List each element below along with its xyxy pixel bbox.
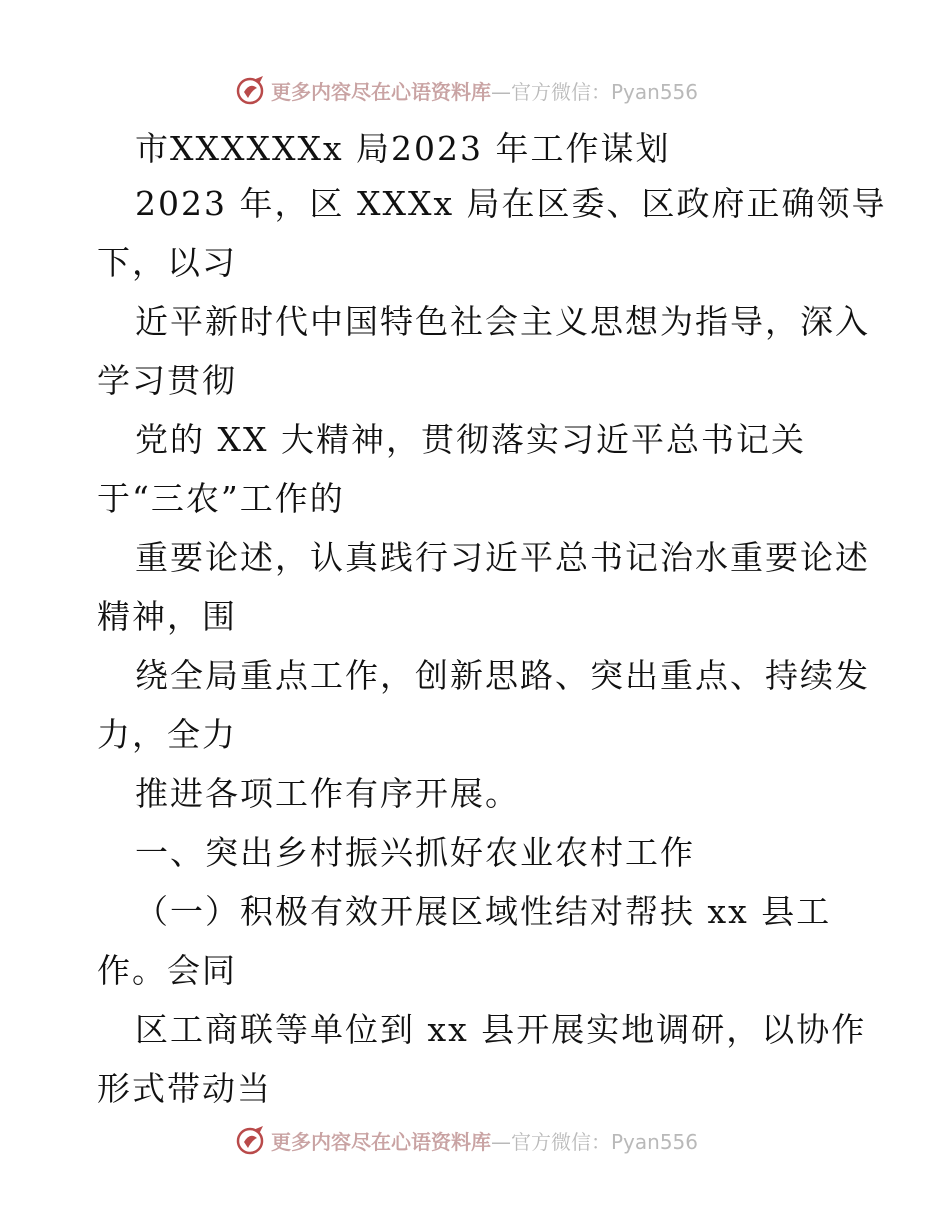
brand-logo-icon	[235, 74, 267, 106]
document-title: 市XXXXXXx 局2023 年工作谋划	[135, 129, 671, 168]
watermark-main-text: 更多内容尽在心语资料库	[271, 1129, 491, 1154]
text-line: 近平新时代中国特色社会主义思想为指导，深入	[135, 302, 870, 341]
text-line: 学习贯彻	[97, 361, 237, 400]
watermark-suffix-text: —官方微信：Pyan556	[491, 1129, 699, 1154]
text-line: 下，以习	[97, 243, 237, 282]
text-line: 党的 XX 大精神，贯彻落实习近平总书记关	[135, 420, 806, 459]
brand-logo-icon	[235, 1124, 267, 1156]
header-watermark	[235, 72, 698, 108]
text-line: 形式带动当	[97, 1069, 272, 1108]
text-line: 精神，围	[97, 597, 237, 636]
document-body	[97, 124, 887, 1118]
footer-watermark	[235, 1122, 698, 1158]
text-line: 区工商联等单位到 xx 县开展实地调研，以协作	[135, 1010, 867, 1049]
section-heading: 一、突出乡村振兴抓好农业农村工作	[135, 833, 695, 872]
watermark-suffix-text: —官方微信：Pyan556	[491, 79, 699, 104]
text-line: 于“三农”工作的	[97, 479, 345, 518]
text-line: 推进各项工作有序开展。	[135, 774, 520, 813]
text-line: 绕全局重点工作，创新思路、突出重点、持续发	[135, 656, 870, 695]
subsection-heading: （一）积极有效开展区域性结对帮扶 xx 县工	[135, 892, 832, 931]
watermark-main-text: 更多内容尽在心语资料库	[271, 79, 491, 104]
text-line: 重要论述，认真践行习近平总书记治水重要论述	[135, 538, 870, 577]
text-line: 2023 年，区 XXXx 局在区委、区政府正确领导	[135, 184, 887, 223]
text-line: 力，全力	[97, 715, 237, 754]
text-line: 作。会同	[97, 951, 237, 990]
